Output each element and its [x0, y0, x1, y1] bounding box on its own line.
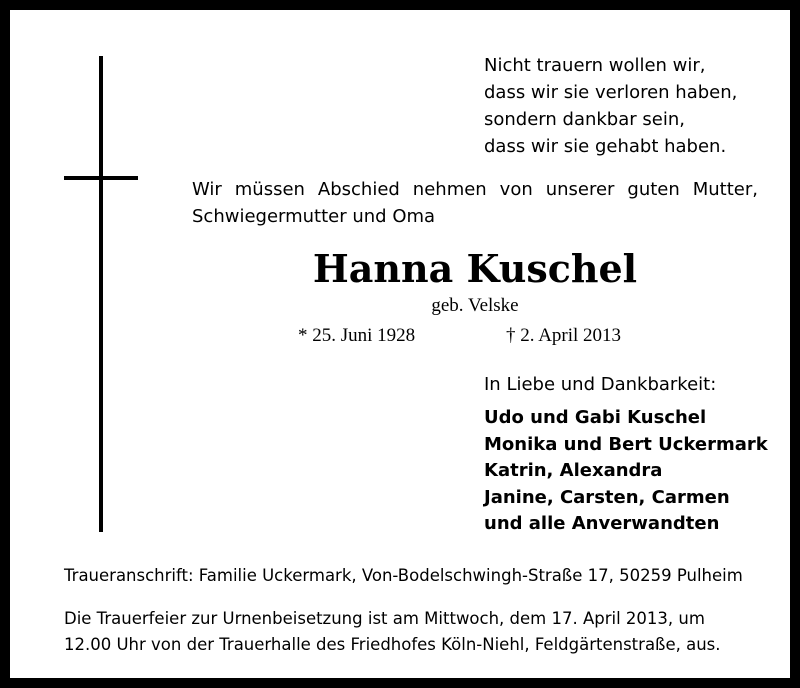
poem-line: sondern dankbar sein,	[484, 109, 685, 130]
birth-date: * 25. Juni 1928	[298, 325, 416, 346]
signatory: Udo und Gabi Kuschel	[484, 407, 707, 428]
deceased-name: Hanna Kuschel	[312, 246, 638, 291]
intro-word: nehmen	[412, 179, 487, 200]
intro-word: Abschied	[317, 179, 400, 200]
signatory: Janine, Carsten, Carmen	[484, 486, 730, 508]
poem-line: dass wir sie gehabt haben.	[484, 136, 727, 157]
thanks-line: In Liebe und Dankbarkeit:	[484, 374, 717, 395]
mourning-address: Traueranschrift: Familie Uckermark, Von-Bodelschwingh-Straße 17, 50259 Pulheim	[64, 566, 743, 585]
intro-word: von	[499, 179, 533, 200]
poem-line: dass wir sie verloren haben,	[484, 82, 738, 103]
signatories	[484, 405, 768, 538]
signatory: und alle Anverwandten	[484, 513, 720, 534]
signatory: Monika und Bert Uckermark	[484, 433, 768, 455]
ceremony-notice	[64, 606, 758, 658]
intro-word: guten	[627, 179, 680, 200]
poem-line: Nicht trauern wollen wir,	[484, 55, 706, 76]
maiden-name: geb. Velske	[431, 295, 519, 316]
intro-word: Wir	[192, 179, 222, 200]
cross-icon-bar	[64, 176, 138, 180]
ceremony-line: Die Trauerfeier zur Urnenbeisetzung ist am Mittwoch, dem 17. April 2013, um	[64, 609, 705, 628]
signatory: Katrin, Alexandra	[484, 460, 663, 481]
poem	[484, 52, 784, 160]
cross-icon	[99, 56, 103, 532]
ceremony-line: 12.00 Uhr von der Trauerhalle des Friedhofes Köln-Niehl, Feldgärtenstraße, aus.	[64, 635, 721, 654]
intro-word: müssen	[234, 179, 305, 200]
death-date: † 2. April 2013	[506, 325, 622, 346]
intro-text	[192, 176, 758, 230]
intro-word: unserer	[545, 179, 615, 200]
intro-line-2: Schwiegermutter und Oma	[192, 206, 436, 227]
intro-line-1	[192, 176, 758, 203]
intro-word: Mutter,	[692, 179, 758, 200]
